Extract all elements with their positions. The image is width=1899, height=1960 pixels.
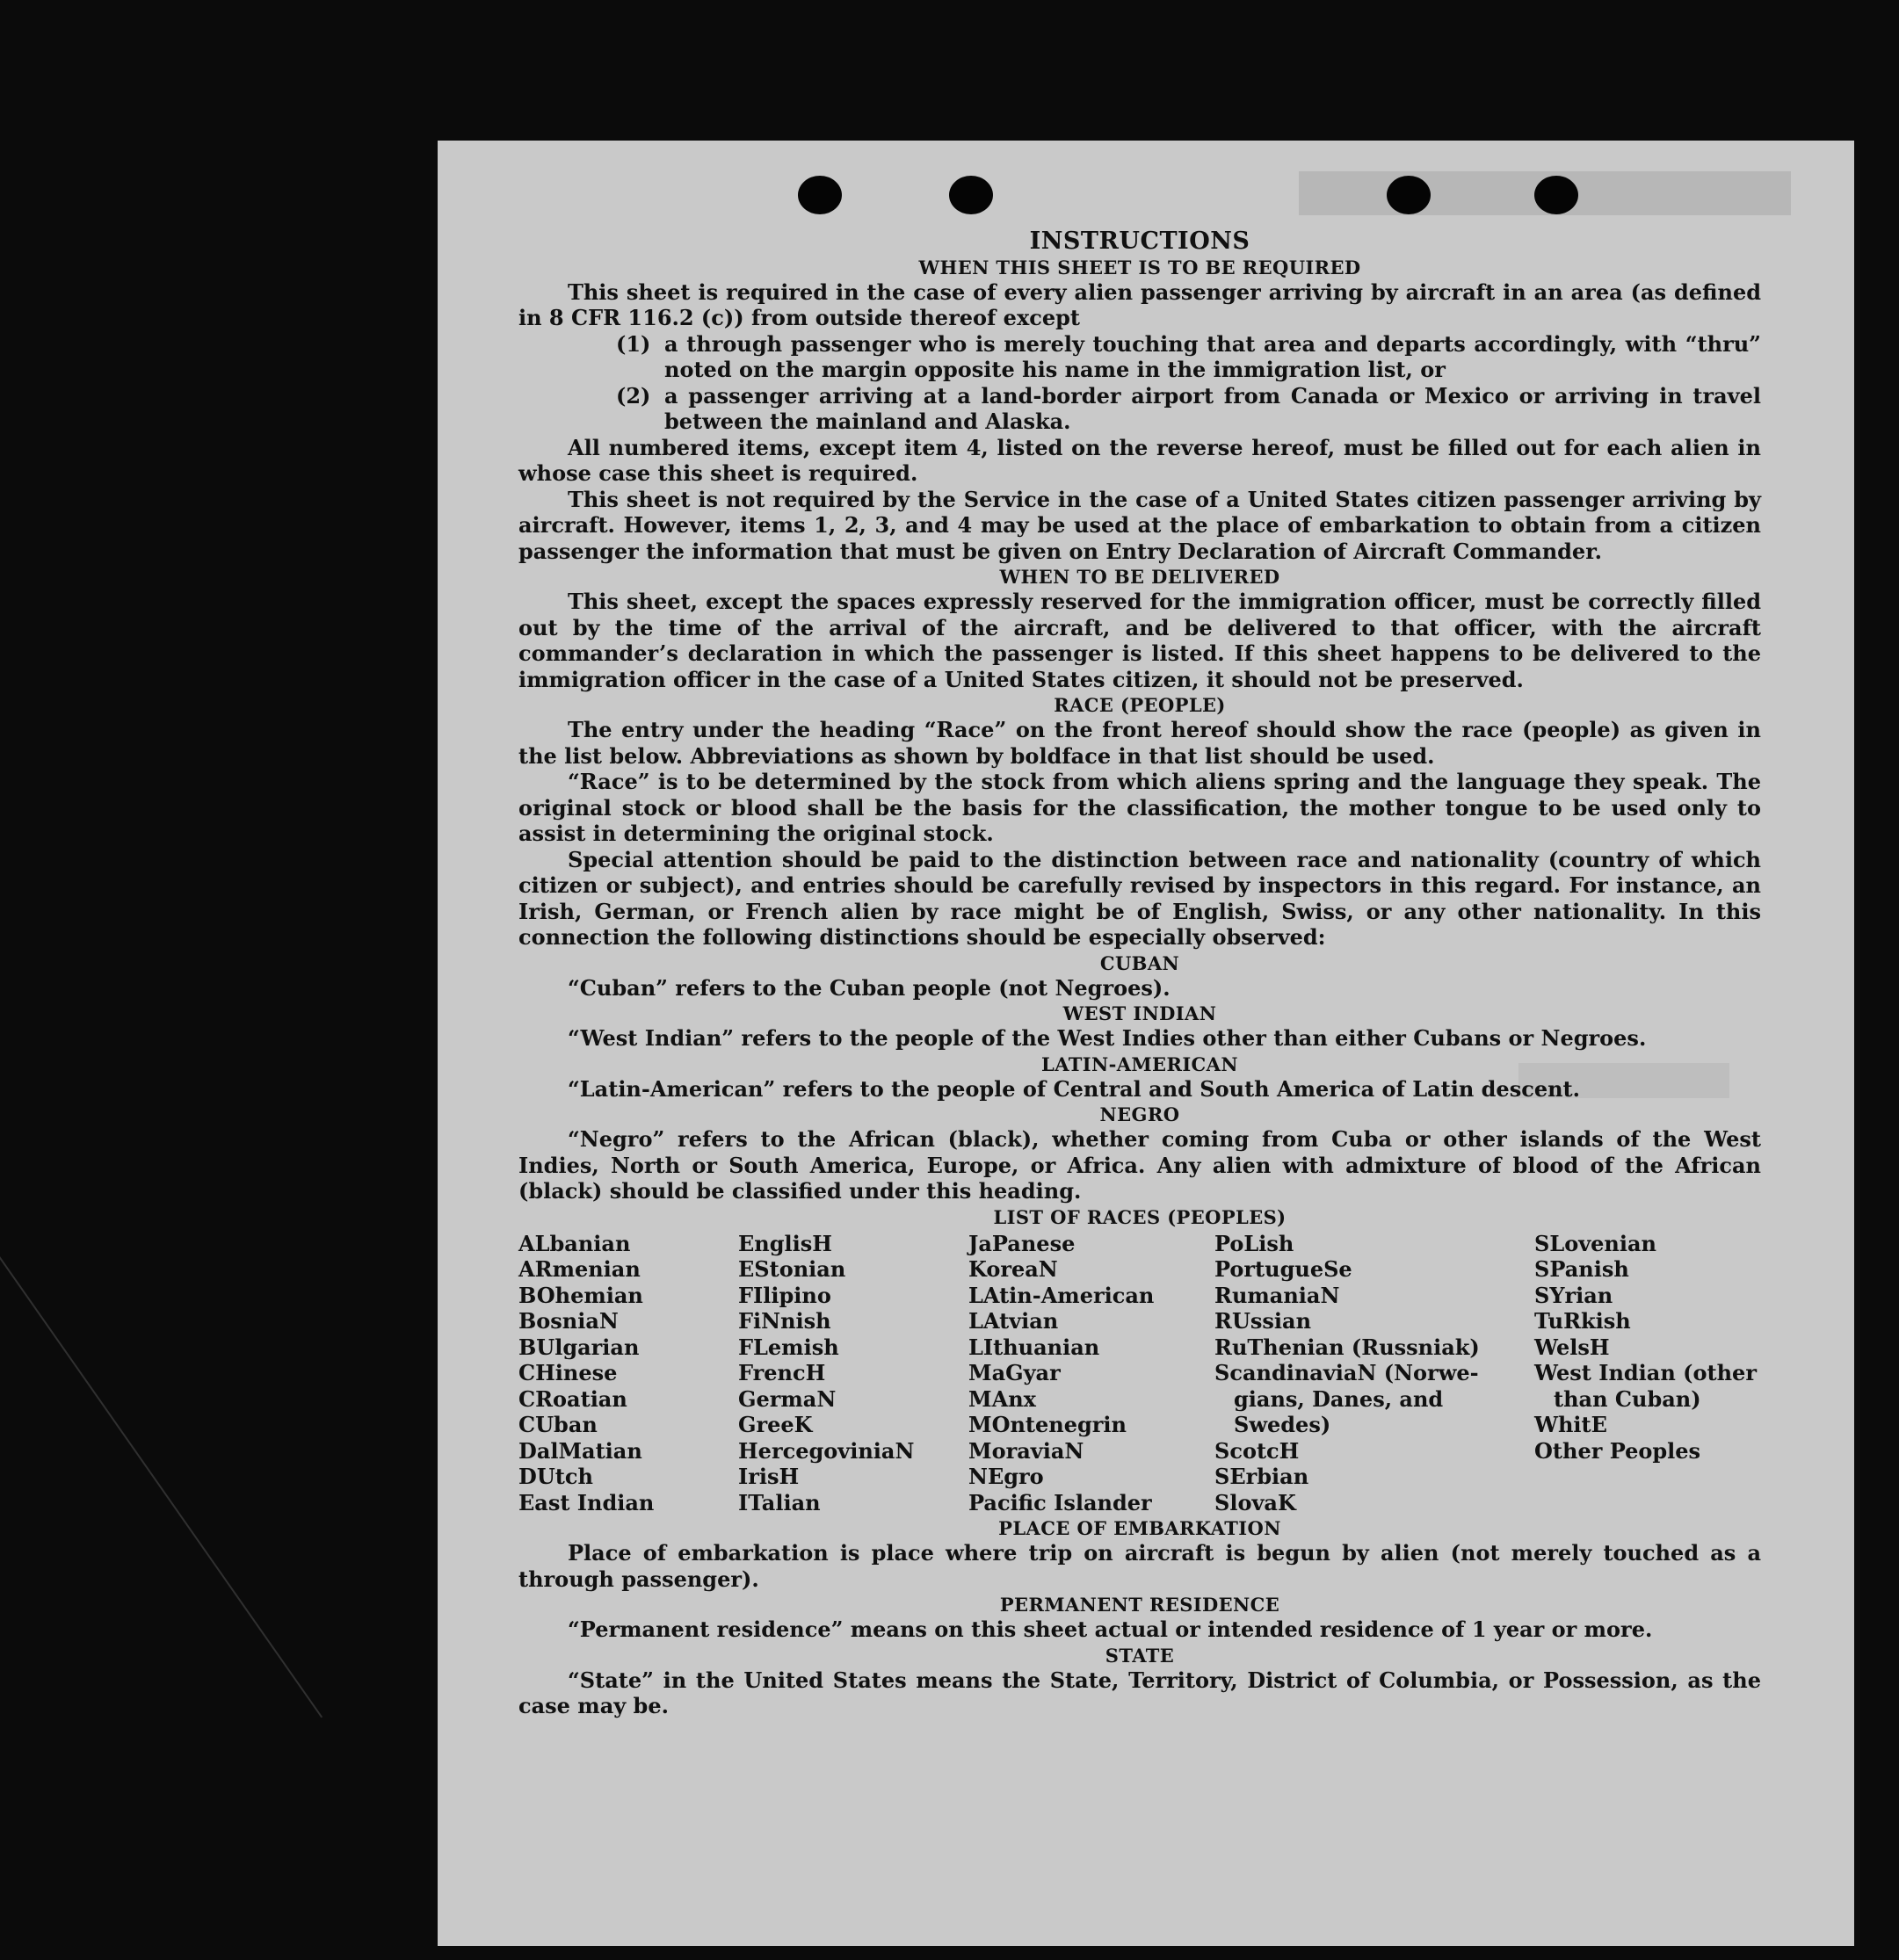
item-text: a passenger arriving at a land-border airport from Canada or Mexico or arriving in travel between the mainland and Alaska. (664, 382, 1761, 434)
races-table (518, 1231, 1761, 1516)
race-entry: BUlgarian (518, 1334, 640, 1360)
paragraph: “State” in the United States means the State, Territory, District of Columbia, or Possession, as the case may be. (518, 1667, 1761, 1718)
race-entry: MOntenegrin (968, 1412, 1127, 1437)
instructions-body (518, 228, 1761, 1719)
paragraph: Special attention should be paid to the distinction between race and nationality (country of which citizen or subject), and entries should be carefully revised by inspectors in this regard. For instance, an Irish, German, or French alien by race might be of English, Swiss, or any other nationality. In this connection the following distinctions should be especially observed: (518, 846, 1761, 950)
race-entry: CHinese (518, 1360, 618, 1385)
race-entry: FiNnish (738, 1308, 831, 1334)
race-entry: ALbanian (518, 1230, 631, 1256)
heading-state: STATE (1105, 1644, 1175, 1667)
race-entry: KoreaN (968, 1256, 1058, 1282)
item-number: (2) (616, 382, 651, 409)
race-entry: East Indian (518, 1489, 655, 1515)
race-entry: CRoatian (518, 1385, 627, 1412)
item-number: (1) (616, 330, 651, 357)
heading-negro: NEGRO (1099, 1103, 1180, 1125)
race-entry: RumaniaN (1214, 1282, 1340, 1308)
races-column-5 (1534, 1231, 1761, 1516)
paragraph: All numbered items, except item 4, listed on the reverse hereof, must be filled out for each alien in whose case this sheet is required. (518, 434, 1761, 486)
race-entry: Other Peoples (1534, 1437, 1701, 1464)
heading-place-of-embarkation: PLACE OF EMBARKATION (998, 1517, 1281, 1539)
heading-cuban: CUBAN (1099, 951, 1180, 974)
item-text: a through passenger who is merely touching that area and departs accordingly, with “thru” noted on the margin opposite his name in the immigration list, or (664, 330, 1761, 382)
paragraph: “West Indian” refers to the people of the West Indies other than either Cubans or Negroes. (568, 1025, 1647, 1051)
race-entry: SErbian (1214, 1464, 1309, 1489)
punch-hole (1387, 176, 1431, 214)
heading-when-required: WHEN THIS SHEET IS TO BE REQUIRED (918, 256, 1361, 278)
race-entry: ScandinaviaN (Norwe- (1214, 1360, 1479, 1385)
race-entry: IrisH (738, 1464, 800, 1489)
paragraph: “Race” is to be determined by the stock from which aliens spring and the language they speak. The original stock or blood shall be the basis for the classification, the mother tongue to be used only to assist in determining the original stock. (518, 769, 1761, 846)
heading-race: RACE (PEOPLE) (1054, 694, 1226, 716)
race-entry-continued: than Cuban) (1554, 1385, 1701, 1412)
race-entry: LAtin-American (968, 1282, 1155, 1308)
race-entry: TuRkish (1534, 1308, 1631, 1334)
paragraph: “Negro” refers to the African (black), whether coming from Cuba or other islands of the West Indies, North or South America, Europe, or Africa. Any alien with admixture of blood of the African (black) should be classified under this heading. (518, 1126, 1761, 1204)
race-entry: DUtch (518, 1464, 593, 1489)
punch-hole (798, 176, 842, 214)
race-entry: NEgro (968, 1464, 1044, 1489)
race-entry: Pacific Islander (968, 1489, 1152, 1515)
heading-when-delivered: WHEN TO BE DELIVERED (999, 566, 1280, 588)
list-item (518, 331, 1761, 383)
races-column-1 (518, 1231, 738, 1516)
page-title: INSTRUCTIONS (1029, 228, 1250, 255)
race-entry: ARmenian (518, 1256, 641, 1282)
paragraph: The entry under the heading “Race” on the front hereof should show the race (people) as given in the list below. Abbreviations as shown by boldface in that list should be used. (518, 717, 1761, 769)
paragraph: This sheet, except the spaces expressly reserved for the immigration officer, must be correctly filled out by the time of the arrival of the aircraft, and be delivered to that officer, with the aircraft commander’s declaration in which the passenger is listed. If this sheet happens to be delivered to the immigration officer in the case of a United States citizen, it should not be preserved. (518, 589, 1761, 692)
race-entry: SLovenian (1534, 1230, 1656, 1256)
race-entry: FLemish (738, 1334, 839, 1360)
race-entry: ITalian (738, 1489, 821, 1515)
race-entry: FIlipino (738, 1282, 831, 1308)
races-column-2 (738, 1231, 968, 1516)
race-entry: DalMatian (518, 1437, 642, 1464)
paragraph: “Latin-American” refers to the people of Central and South America of Latin descent. (568, 1075, 1580, 1102)
races-column-3 (968, 1231, 1214, 1516)
paragraph: This sheet is not required by the Service in the case of a United States citizen passenger arriving by aircraft. However, items 1, 2, 3, and 4 may be used at the place of embarkation to obtain from a citizen passenger the information that must be given on Entry Declaration of Aircraft Commander. (518, 486, 1761, 564)
heading-west-indian: WEST INDIAN (1062, 1002, 1217, 1024)
race-entry: RUssian (1214, 1308, 1312, 1334)
race-entry: GermaN (738, 1385, 837, 1412)
race-entry: LAtvian (968, 1308, 1059, 1334)
list-item (518, 383, 1761, 435)
paragraph: “Cuban” refers to the Cuban people (not Negroes). (568, 974, 1171, 1001)
heading-list-of-races: LIST OF RACES (PEOPLES) (993, 1205, 1287, 1228)
race-entry: MAnx (968, 1385, 1036, 1412)
race-entry: MoraviaN (968, 1437, 1084, 1464)
document-sheet (438, 141, 1854, 1946)
race-entry: HercegoviniaN (738, 1437, 915, 1464)
paragraph: “Permanent residence” means on this sheet actual or intended residence of 1 year or more. (568, 1616, 1653, 1642)
race-entry-continued: gians, Danes, and (1234, 1385, 1444, 1412)
paragraph: Place of embarkation is place where trip on aircraft is begun by alien (not merely touched as a through passenger). (518, 1540, 1761, 1592)
race-entry: BosniaN (518, 1308, 619, 1334)
scan-streak (0, 1256, 323, 1718)
race-entry: LIthuanian (968, 1334, 1100, 1360)
paragraph: This sheet is required in the case of every alien passenger arriving by aircraft in an area (as defined in 8 CFR 116.2 (c)) from outside thereof except (518, 278, 1761, 330)
race-entry: PoLish (1214, 1230, 1294, 1256)
race-entry: EStonian (738, 1256, 846, 1282)
race-entry: SPanish (1534, 1256, 1629, 1282)
race-entry: WelsH (1534, 1334, 1610, 1360)
race-entry: PortugueSe (1214, 1256, 1352, 1282)
race-entry: JaPanese (968, 1230, 1076, 1256)
punch-hole (949, 176, 993, 214)
races-column-4 (1214, 1231, 1534, 1516)
race-entry: ScotcH (1214, 1437, 1300, 1464)
race-entry: EnglisH (738, 1230, 832, 1256)
race-entry: BOhemian (518, 1282, 643, 1308)
punch-hole (1534, 176, 1578, 214)
race-entry: West Indian (other (1534, 1360, 1757, 1385)
race-entry: CUban (518, 1412, 598, 1437)
race-entry: GreeK (738, 1412, 813, 1437)
race-entry: SlovaK (1214, 1489, 1296, 1515)
race-entry: FrencH (738, 1360, 826, 1385)
race-entry: MaGyar (968, 1360, 1061, 1385)
race-entry: WhitE (1534, 1412, 1607, 1437)
race-entry-continued: Swedes) (1234, 1412, 1331, 1437)
race-entry: RuThenian (Russniak) (1214, 1334, 1480, 1360)
heading-permanent-residence: PERMANENT RESIDENCE (999, 1594, 1280, 1616)
race-entry: SYrian (1534, 1282, 1613, 1308)
heading-latin-american: LATIN-AMERICAN (1041, 1052, 1238, 1075)
